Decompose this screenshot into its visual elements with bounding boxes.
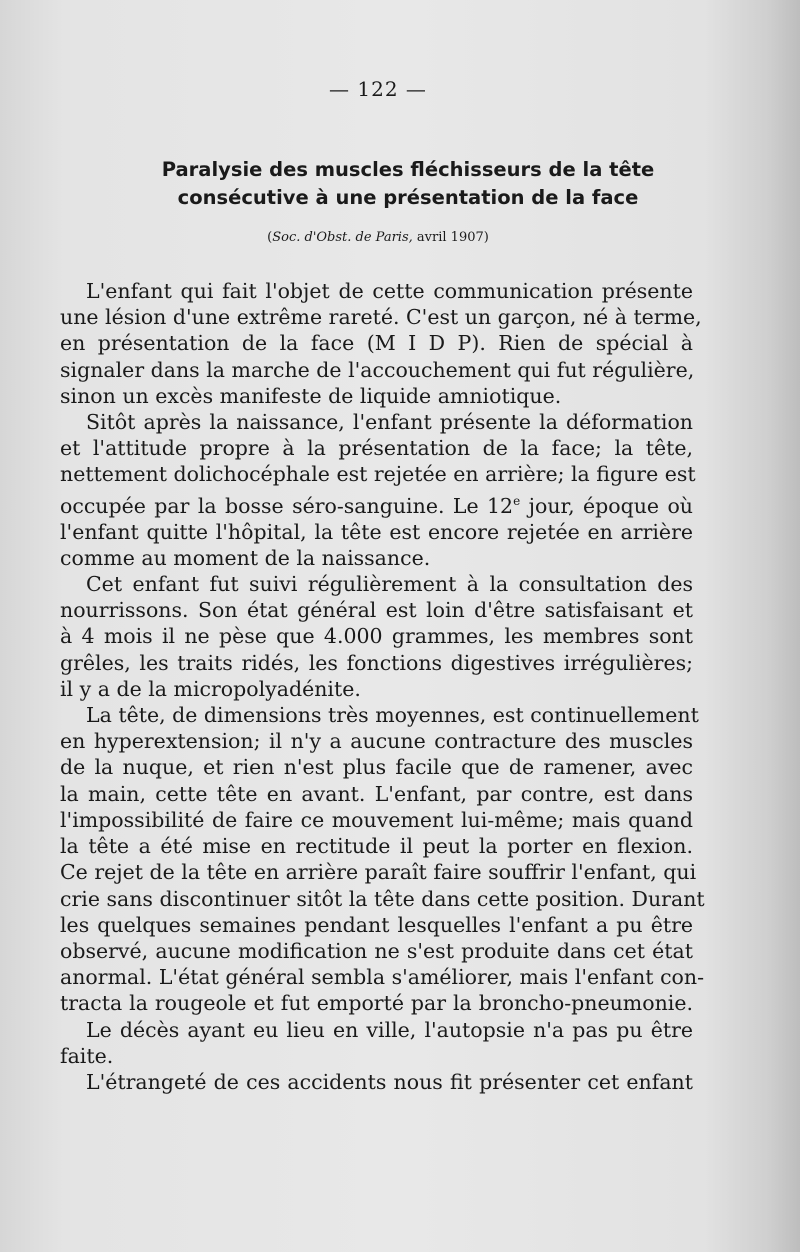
text-line: il y a de la micropolyadénite. <box>60 676 361 701</box>
text-line: en présentation de la face (M I D P). Rien de spécial à <box>60 331 693 356</box>
source-journal: Soc. d'Obst. de Paris, <box>272 230 413 245</box>
text-line: l'enfant quitte l'hôpital, la tête est encore rejetée en arrière <box>60 519 693 544</box>
text-line: occupée par la bosse séro-sanguine. Le 12e jour, époque où <box>60 493 693 518</box>
text-line: et l'attitude propre à la présentation de la face; la tête, <box>60 436 693 461</box>
text-line: La tête, de dimensions très moyennes, est continuellement <box>86 703 699 728</box>
text-line: L'étrangeté de ces accidents nous fit présenter cet enfant <box>86 1069 693 1094</box>
text-line: une lésion d'une extrême rareté. C'est un garçon, né à terme, <box>60 305 702 330</box>
text-line: grêles, les traits ridés, les fonctions digestives irrégulières; <box>60 650 693 675</box>
text-line: de la nuque, et rien n'est plus facile que de ramener, avec <box>60 755 693 780</box>
text-line: anormal. L'état général sembla s'améliorer, mais l'enfant con- <box>60 965 705 990</box>
text-line: faite. <box>60 1043 114 1068</box>
article-title <box>60 156 756 212</box>
title-line-1: Paralysie des muscles fléchisseurs de la tête <box>161 158 655 181</box>
title-line-2: consécutive à une présentation de la face <box>177 186 639 209</box>
text-line: Sitôt après la naissance, l'enfant présente la déformation <box>86 410 693 435</box>
text-line: tracta la rougeole et fut emporté par la broncho-pneumonie. <box>60 991 693 1016</box>
text-line: sinon un excès manifeste de liquide amniotique. <box>60 383 562 408</box>
text-line: Le décès ayant eu lieu en ville, l'autopsie n'a pas pu être <box>86 1017 693 1042</box>
text-line: en hyperextension; il n'y a aucune contracture des muscles <box>60 729 693 754</box>
text-line: les quelques semaines pendant lesquelles l'enfant a pu être <box>60 912 693 937</box>
text-line: nourrissons. Son état général est loin d'être satisfaisant et <box>60 598 693 623</box>
text-line: à 4 mois il ne pèse que 4.000 grammes, les membres sont <box>60 624 693 649</box>
source-citation <box>0 230 756 245</box>
text-line: L'enfant qui fait l'objet de cette communication présente <box>86 279 693 303</box>
text-line: la main, cette tête en avant. L'enfant, par contre, est dans <box>60 781 693 806</box>
text-line: signaler dans la marche de l'accouchement qui fut régulière, <box>60 357 695 382</box>
text-line: observé, aucune modification ne s'est produite dans cet état <box>60 938 693 963</box>
text-line: Cet enfant fut suivi régulièrement à la consultation des <box>86 572 693 597</box>
text-line: Ce rejet de la tête en arrière paraît faire souffrir l'enfant, qui <box>60 860 697 885</box>
text-line: comme au moment de la naissance. <box>60 545 431 570</box>
text-line: la tête a été mise en rectitude il peut la porter en flexion. <box>60 834 693 859</box>
text-line: l'impossibilité de faire ce mouvement lui-même; mais quand <box>60 807 693 832</box>
text-line: crie sans discontinuer sitôt la tête dans cette position. Durant <box>60 886 705 911</box>
source-date: avril 1907) <box>416 230 489 245</box>
body-text <box>60 278 705 1095</box>
source-open-paren: ( <box>267 230 273 245</box>
page-number: — 122 — <box>329 77 427 101</box>
text-line: nettement dolichocéphale est rejetée en arrière; la figure est <box>60 462 696 487</box>
